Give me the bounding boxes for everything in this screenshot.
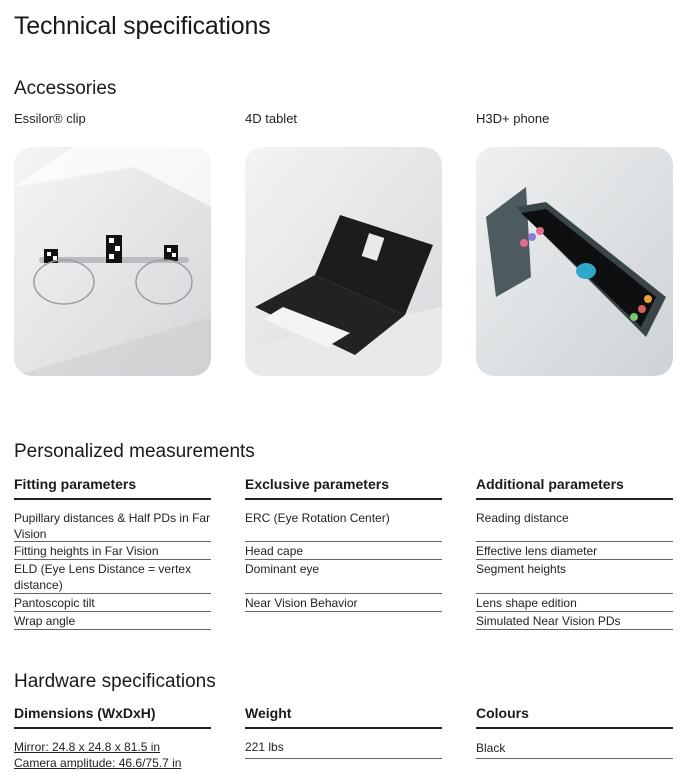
column-header: Dimensions (WxDxH)	[14, 705, 211, 729]
accessory-label: 4D tablet	[245, 111, 298, 126]
table-row	[14, 739, 211, 755]
personalized-measurements-title: Personalized measurements	[14, 441, 255, 462]
table-row: Fitting heights in Far Vision	[14, 542, 211, 560]
h3d-phone-photo	[476, 147, 673, 376]
accessory-label: H3D+ phone	[476, 111, 550, 126]
table-row: 221 lbs	[245, 739, 442, 759]
column-header: Colours	[476, 705, 673, 729]
accessory-4d-tablet	[245, 111, 442, 376]
column-header: Weight	[245, 705, 442, 729]
essilor-clip-photo	[14, 147, 211, 376]
dimension-mirror: Mirror: 24.8 x 24.8 x 81.5 in	[14, 740, 161, 754]
4d-tablet-photo	[245, 147, 442, 376]
column-header: Fitting parameters	[14, 476, 211, 500]
page-title: Technical specifications	[14, 12, 271, 40]
accessory-label: Essilor® clip	[14, 111, 86, 126]
table-row: Pantoscopic tilt	[14, 594, 211, 612]
additional-parameters-column	[476, 476, 673, 630]
accessories-title: Accessories	[14, 78, 117, 99]
table-row: Segment heights	[476, 560, 673, 594]
table-row: ELD (Eye Lens Distance = vertex distance)	[14, 560, 211, 594]
table-row: Effective lens diameter	[476, 542, 673, 560]
dimension-camera: Camera amplitude: 46.6/75.7 in	[14, 756, 182, 770]
table-row: Near Vision Behavior	[245, 594, 442, 612]
table-row: Lens shape edition	[476, 594, 673, 612]
table-row: Reading distance	[476, 510, 673, 542]
table-row	[14, 755, 211, 771]
table-row: Dominant eye	[245, 560, 442, 594]
dimensions-column	[14, 705, 211, 771]
fitting-parameters-column	[14, 476, 211, 630]
table-row: Simulated Near Vision PDs	[476, 612, 673, 630]
table-row: Black	[476, 739, 673, 759]
exclusive-parameters-column	[245, 476, 442, 612]
accessory-h3d-phone	[476, 111, 673, 376]
column-header: Exclusive parameters	[245, 476, 442, 500]
accessory-essilor-clip	[14, 111, 211, 376]
table-row: Pupillary distances & Half PDs in Far Vision	[14, 511, 211, 541]
colours-column	[476, 705, 673, 759]
column-header: Additional parameters	[476, 476, 673, 500]
hardware-specifications-title: Hardware specifications	[14, 671, 216, 692]
table-row: Wrap angle	[14, 612, 211, 630]
weight-column	[245, 705, 442, 759]
table-row: Head cape	[245, 542, 442, 560]
table-row: ERC (Eye Rotation Center)	[245, 510, 442, 542]
